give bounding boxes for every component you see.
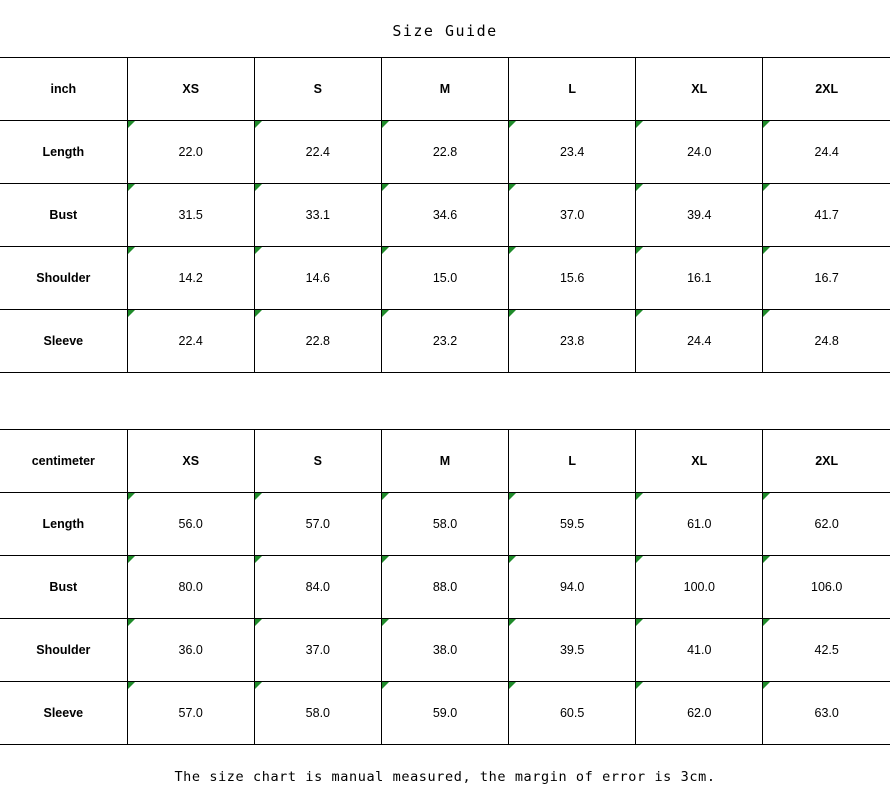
- size-header-xs: XS: [127, 430, 254, 493]
- cell-bust-xl: 100.0: [636, 556, 763, 619]
- size-header-s: S: [254, 430, 381, 493]
- size-header-m: M: [381, 58, 508, 121]
- cell-sleeve-l: 23.8: [509, 310, 636, 373]
- table-row: [0, 121, 890, 184]
- cell-shoulder-m: 38.0: [381, 619, 508, 682]
- cell-shoulder-l: 15.6: [509, 247, 636, 310]
- page-title: Size Guide: [392, 22, 498, 40]
- table-row: [0, 184, 890, 247]
- row-label-sleeve: Sleeve: [0, 682, 127, 745]
- row-label-sleeve: Sleeve: [0, 310, 127, 373]
- cell-bust-s: 84.0: [254, 556, 381, 619]
- cell-sleeve-l: 60.5: [509, 682, 636, 745]
- cell-shoulder-l: 39.5: [509, 619, 636, 682]
- cell-shoulder-xs: 36.0: [127, 619, 254, 682]
- table-row: [0, 682, 890, 745]
- cell-sleeve-m: 59.0: [381, 682, 508, 745]
- size-table-centimeter: [0, 429, 890, 745]
- table-header-row: [0, 58, 890, 121]
- measurement-disclaimer: The size chart is manual measured, the margin of error is 3cm.: [174, 769, 716, 785]
- cell-sleeve-s: 58.0: [254, 682, 381, 745]
- size-header-m: M: [381, 430, 508, 493]
- cell-bust-s: 33.1: [254, 184, 381, 247]
- unit-label-centimeter: centimeter: [0, 430, 127, 493]
- cell-bust-l: 37.0: [509, 184, 636, 247]
- row-label-length: Length: [0, 493, 127, 556]
- table-row: [0, 556, 890, 619]
- cell-bust-xl: 39.4: [636, 184, 763, 247]
- cell-length-l: 59.5: [509, 493, 636, 556]
- cell-length-s: 22.4: [254, 121, 381, 184]
- size-header-xl: XL: [636, 430, 763, 493]
- cell-shoulder-2xl: 16.7: [763, 247, 890, 310]
- cell-sleeve-s: 22.8: [254, 310, 381, 373]
- cell-bust-m: 88.0: [381, 556, 508, 619]
- cell-length-xl: 24.0: [636, 121, 763, 184]
- cell-shoulder-2xl: 42.5: [763, 619, 890, 682]
- cell-shoulder-xl: 16.1: [636, 247, 763, 310]
- cell-length-xs: 22.0: [127, 121, 254, 184]
- cell-length-2xl: 62.0: [763, 493, 890, 556]
- cell-bust-xs: 31.5: [127, 184, 254, 247]
- cell-sleeve-xs: 57.0: [127, 682, 254, 745]
- cell-length-s: 57.0: [254, 493, 381, 556]
- unit-label-inch: inch: [0, 58, 127, 121]
- size-header-l: L: [509, 58, 636, 121]
- size-header-l: L: [509, 430, 636, 493]
- cell-bust-2xl: 41.7: [763, 184, 890, 247]
- cell-length-m: 22.8: [381, 121, 508, 184]
- table-row: [0, 247, 890, 310]
- cell-sleeve-2xl: 24.8: [763, 310, 890, 373]
- size-header-xs: XS: [127, 58, 254, 121]
- cell-length-xl: 61.0: [636, 493, 763, 556]
- size-table-inch: [0, 57, 890, 373]
- cell-bust-xs: 80.0: [127, 556, 254, 619]
- cell-length-m: 58.0: [381, 493, 508, 556]
- cell-length-xs: 56.0: [127, 493, 254, 556]
- cell-length-2xl: 24.4: [763, 121, 890, 184]
- cell-length-l: 23.4: [509, 121, 636, 184]
- size-header-s: S: [254, 58, 381, 121]
- table-row: [0, 310, 890, 373]
- row-label-bust: Bust: [0, 556, 127, 619]
- cell-sleeve-m: 23.2: [381, 310, 508, 373]
- cell-bust-l: 94.0: [509, 556, 636, 619]
- cell-sleeve-xl: 24.4: [636, 310, 763, 373]
- cell-bust-m: 34.6: [381, 184, 508, 247]
- table-row: [0, 493, 890, 556]
- cell-sleeve-xl: 62.0: [636, 682, 763, 745]
- row-label-shoulder: Shoulder: [0, 619, 127, 682]
- size-header-2xl: 2XL: [763, 58, 890, 121]
- cell-sleeve-xs: 22.4: [127, 310, 254, 373]
- row-label-length: Length: [0, 121, 127, 184]
- row-label-bust: Bust: [0, 184, 127, 247]
- cell-sleeve-2xl: 63.0: [763, 682, 890, 745]
- table-spacer: [0, 373, 890, 429]
- table-header-row: [0, 430, 890, 493]
- row-label-shoulder: Shoulder: [0, 247, 127, 310]
- cell-shoulder-xl: 41.0: [636, 619, 763, 682]
- size-header-xl: XL: [636, 58, 763, 121]
- cell-bust-2xl: 106.0: [763, 556, 890, 619]
- cell-shoulder-s: 14.6: [254, 247, 381, 310]
- cell-shoulder-m: 15.0: [381, 247, 508, 310]
- table-row: [0, 619, 890, 682]
- cell-shoulder-s: 37.0: [254, 619, 381, 682]
- size-header-2xl: 2XL: [763, 430, 890, 493]
- cell-shoulder-xs: 14.2: [127, 247, 254, 310]
